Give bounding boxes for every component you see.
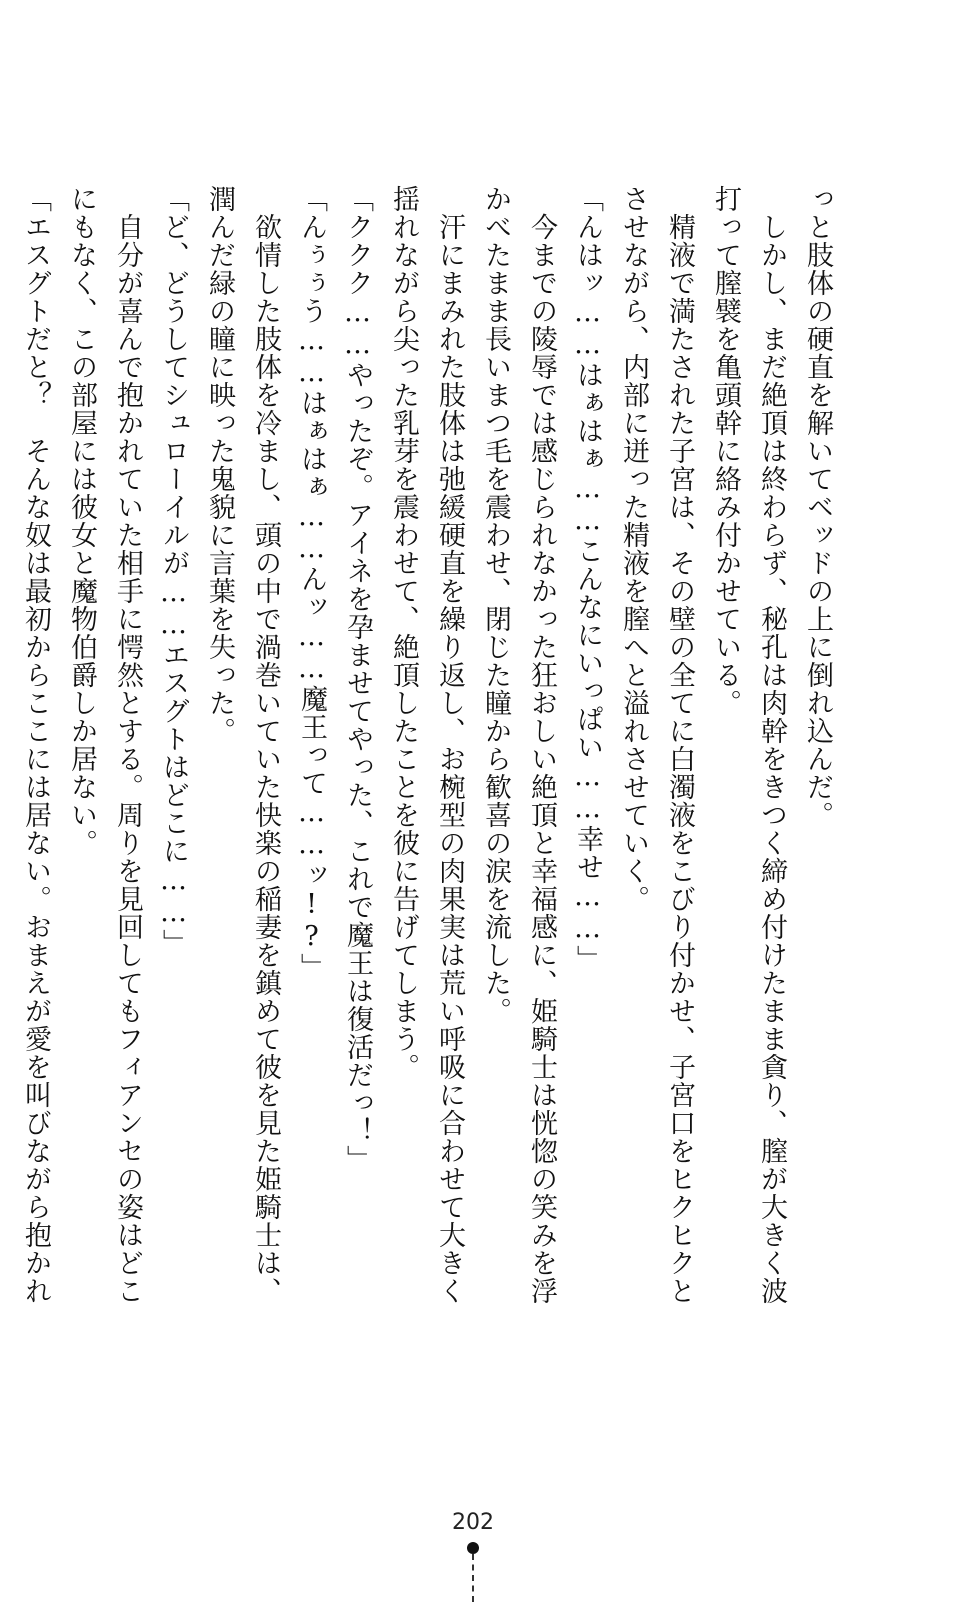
page-marker: [467, 1542, 479, 1602]
text-line: 「んはッ……はぁはぁ……こんなにいっぱい……幸せ……」: [572, 185, 603, 973]
text-line: 自分が喜んで抱かれていた相手に愕然とする。周りを見回してもフィアンセの姿はどこ: [112, 185, 143, 1305]
text-line: 今までの陵辱では感じられなかった狂おしい絶頂と幸福感に、姫騎士は恍惚の笑みを浮: [526, 185, 557, 1305]
text-line: させながら、内部に迸った精液を膣へと溢れさせていく。: [618, 185, 649, 913]
text-line: 欲情した肢体を冷まし、頭の中で渦巻いていた快楽の稲妻を鎮めて彼を見た姫騎士は、: [250, 185, 281, 1305]
vertical-body-text: [20, 185, 840, 1305]
text-line: 「ど、どうしてシュローイルが……エスグトはどこに……」: [158, 185, 189, 957]
text-line: 「ククク……やったぞ。アイネを孕ませてやった、これで魔王は復活だっ！」: [342, 185, 373, 1173]
text-line: 潤んだ緑の瞳に映った鬼貌に言葉を失った。: [204, 185, 235, 745]
text-line: 「んぅぅう……はぁはぁ……んッ……魔王って……ッ!?」: [296, 185, 327, 981]
text-line: かべたまま長いまつ毛を震わせ、閉じた瞳から歓喜の涙を流した。: [480, 185, 511, 1025]
text-line: しかし、まだ絶頂は終わらず、秘孔は肉幹をきつく締め付けたまま貪り、膣が大きく波: [756, 185, 787, 1305]
text-line: 打って膣襞を亀頭幹に絡み付かせている。: [710, 185, 741, 717]
text-line: 揺れながら尖った乳芽を震わせて、絶頂したことを彼に告げてしまう。: [388, 185, 419, 1081]
page-number: 202: [452, 1510, 494, 1535]
text-line: っと肢体の硬直を解いてベッドの上に倒れ込んだ。: [802, 185, 833, 829]
text-line: 「エスグトだと？ そんな奴は最初からここには居ない。おまえが愛を叫びながら抱かれ: [20, 185, 51, 1305]
marker-line: [472, 1554, 476, 1602]
text-line: 精液で満たされた子宮は、その壁の全てに白濁液をこびり付かせ、子宮口をヒクヒクと: [664, 185, 695, 1305]
text-line: 汗にまみれた肢体は弛緩硬直を繰り返し、お椀型の肉果実は荒い呼吸に合わせて大きく: [434, 185, 465, 1305]
marker-dot-icon: [467, 1542, 479, 1554]
text-line: にもなく、この部屋には彼女と魔物伯爵しか居ない。: [66, 185, 97, 857]
